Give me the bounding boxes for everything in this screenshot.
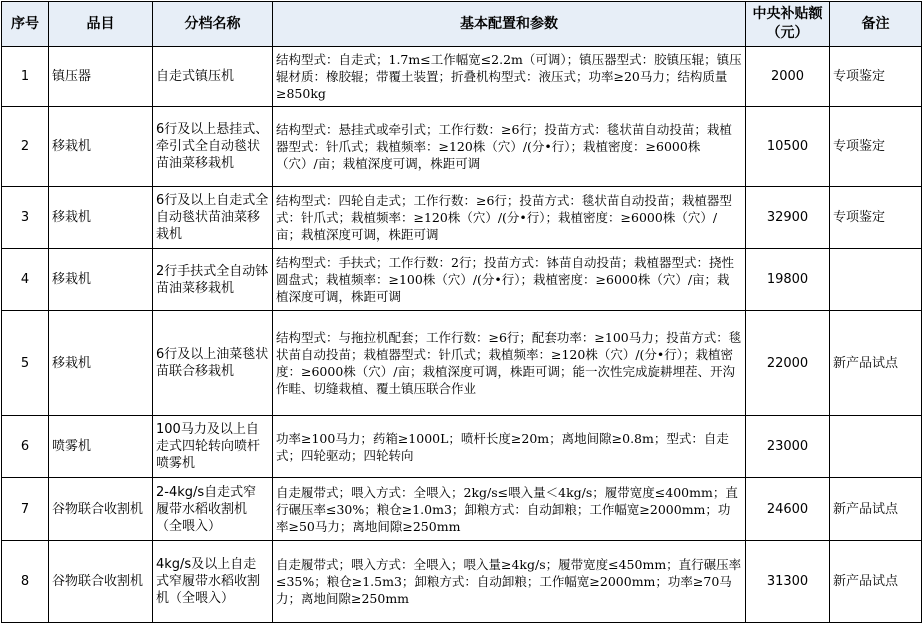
cell-category: 4kg/s及以上自走式窄履带水稻收割机（全喂入）: [153, 541, 273, 623]
table-row: [2, 541, 922, 623]
column-header-item: 品目: [49, 2, 153, 47]
cell-note: [830, 249, 922, 311]
cell-no: 8: [2, 541, 49, 623]
cell-amount: 2000: [746, 47, 830, 107]
cell-item: 移栽机: [49, 311, 153, 416]
cell-item: 谷物联合收割机: [49, 478, 153, 541]
table-row: [2, 311, 922, 416]
cell-amount: 10500: [746, 107, 830, 187]
table-row: [2, 249, 922, 311]
cell-amount: 19800: [746, 249, 830, 311]
cell-no: 7: [2, 478, 49, 541]
cell-category: 自走式镇压机: [153, 47, 273, 107]
cell-no: 1: [2, 47, 49, 107]
cell-spec: 结构型式：自走式；1.7m≤工作幅宽≤2.2m（可调）；镇压器型式：胶镇压辊；镇压辊材质：橡胶辊；带覆土装置；折叠机构型式：液压式；功率≥20马力；结构质量≥850kg: [273, 47, 746, 107]
cell-amount: 32900: [746, 187, 830, 249]
cell-note: 新产品试点: [830, 478, 922, 541]
cell-spec: 自走履带式；喂入方式：全喂入；2kg/s≤喂入量＜4kg/s；履带宽度≤400mm；直行碾压率≤30%；粮仓≥1.0m3；卸粮方式：自动卸粮；工作幅宽≥2000mm；功率≥50马力；离地间隙≥250mm: [273, 478, 746, 541]
cell-amount: 31300: [746, 541, 830, 623]
cell-note: 新产品试点: [830, 541, 922, 623]
cell-amount: 24600: [746, 478, 830, 541]
cell-category: 2行手扶式全自动钵苗油菜移栽机: [153, 249, 273, 311]
table-row: [2, 107, 922, 187]
subsidy-table: [1, 1, 922, 623]
cell-spec: 自走履带式；喂入方式：全喂入；喂入量≥4kg/s；履带宽度≤450mm；直行碾压率≤35%；粮仓≥1.5m3；卸粮方式：自动卸粮；工作幅宽≥2000mm；功率≥70马力；离地间隙≥250mm: [273, 541, 746, 623]
cell-no: 2: [2, 107, 49, 187]
cell-no: 6: [2, 416, 49, 478]
cell-category: 6行及以上自走式全自动毯状苗油菜移栽机: [153, 187, 273, 249]
cell-item: 移栽机: [49, 249, 153, 311]
cell-category: 2-4kg/s自走式窄履带水稻收割机（全喂入）: [153, 478, 273, 541]
cell-spec: 结构型式：手扶式；工作行数：2行；投苗方式：钵苗自动投苗；栽植器型式：挠性圆盘式；栽植频率：≥100株（穴）/(分•行）；栽植密度：≥6000株（穴）/亩；栽植深度可调，株距可调: [273, 249, 746, 311]
cell-item: 移栽机: [49, 187, 153, 249]
cell-note: 专项鉴定: [830, 107, 922, 187]
cell-item: 谷物联合收割机: [49, 541, 153, 623]
column-header-note: 备注: [830, 2, 922, 47]
column-header-amount: 中央补贴额（元）: [746, 2, 830, 47]
table-row: [2, 187, 922, 249]
cell-no: 5: [2, 311, 49, 416]
table-row: [2, 47, 922, 107]
cell-note: 专项鉴定: [830, 47, 922, 107]
cell-item: 喷雾机: [49, 416, 153, 478]
cell-note: [830, 416, 922, 478]
cell-category: 6行及以上油菜毯状苗联合移栽机: [153, 311, 273, 416]
cell-amount: 22000: [746, 311, 830, 416]
cell-item: 移栽机: [49, 107, 153, 187]
column-header-category: 分档名称: [153, 2, 273, 47]
cell-no: 4: [2, 249, 49, 311]
cell-item: 镇压器: [49, 47, 153, 107]
table-row: [2, 416, 922, 478]
cell-spec: 结构型式：四轮自走式；工作行数：≥6行；投苗方式：毯状苗自动投苗；栽植器型式：针爪式；栽植频率：≥120株（穴）/(分•行）；栽植密度：≥6000株（穴）/亩；栽植深度可调，株距可调: [273, 187, 746, 249]
table-header-row: [2, 2, 922, 47]
cell-note: 专项鉴定: [830, 187, 922, 249]
cell-no: 3: [2, 187, 49, 249]
table-row: [2, 478, 922, 541]
column-header-no: 序号: [2, 2, 49, 47]
cell-amount: 23000: [746, 416, 830, 478]
cell-note: 新产品试点: [830, 311, 922, 416]
cell-spec: 功率≥100马力；药箱≥1000L；喷杆长度≥20m；离地间隙≥0.8m；型式：自走式；四轮驱动；四轮转向: [273, 416, 746, 478]
cell-category: 6行及以上悬挂式、牵引式全自动毯状苗油菜移栽机: [153, 107, 273, 187]
cell-category: 100马力及以上自走式四轮转向喷杆喷雾机: [153, 416, 273, 478]
cell-spec: 结构型式：与拖拉机配套；工作行数：≥6行；配套功率：≥100马力；投苗方式：毯状苗自动投苗；栽植器型式：针爪式；栽植频率：≥120株（穴）/(分•行）；栽植密度：≥6000株（穴）/亩；栽植深度可调，株距可调；能一次性完成旋耕埋茬、开沟作畦、切缝栽植、覆土镇压联合作业: [273, 311, 746, 416]
cell-spec: 结构型式：悬挂式或牵引式；工作行数：≥6行；投苗方式：毯状苗自动投苗；栽植器型式：针爪式；栽植频率：≥120株（穴）/(分•行）；栽植密度：≥6000株（穴）/亩；栽植深度可调，株距可调: [273, 107, 746, 187]
column-header-spec: 基本配置和参数: [273, 2, 746, 47]
